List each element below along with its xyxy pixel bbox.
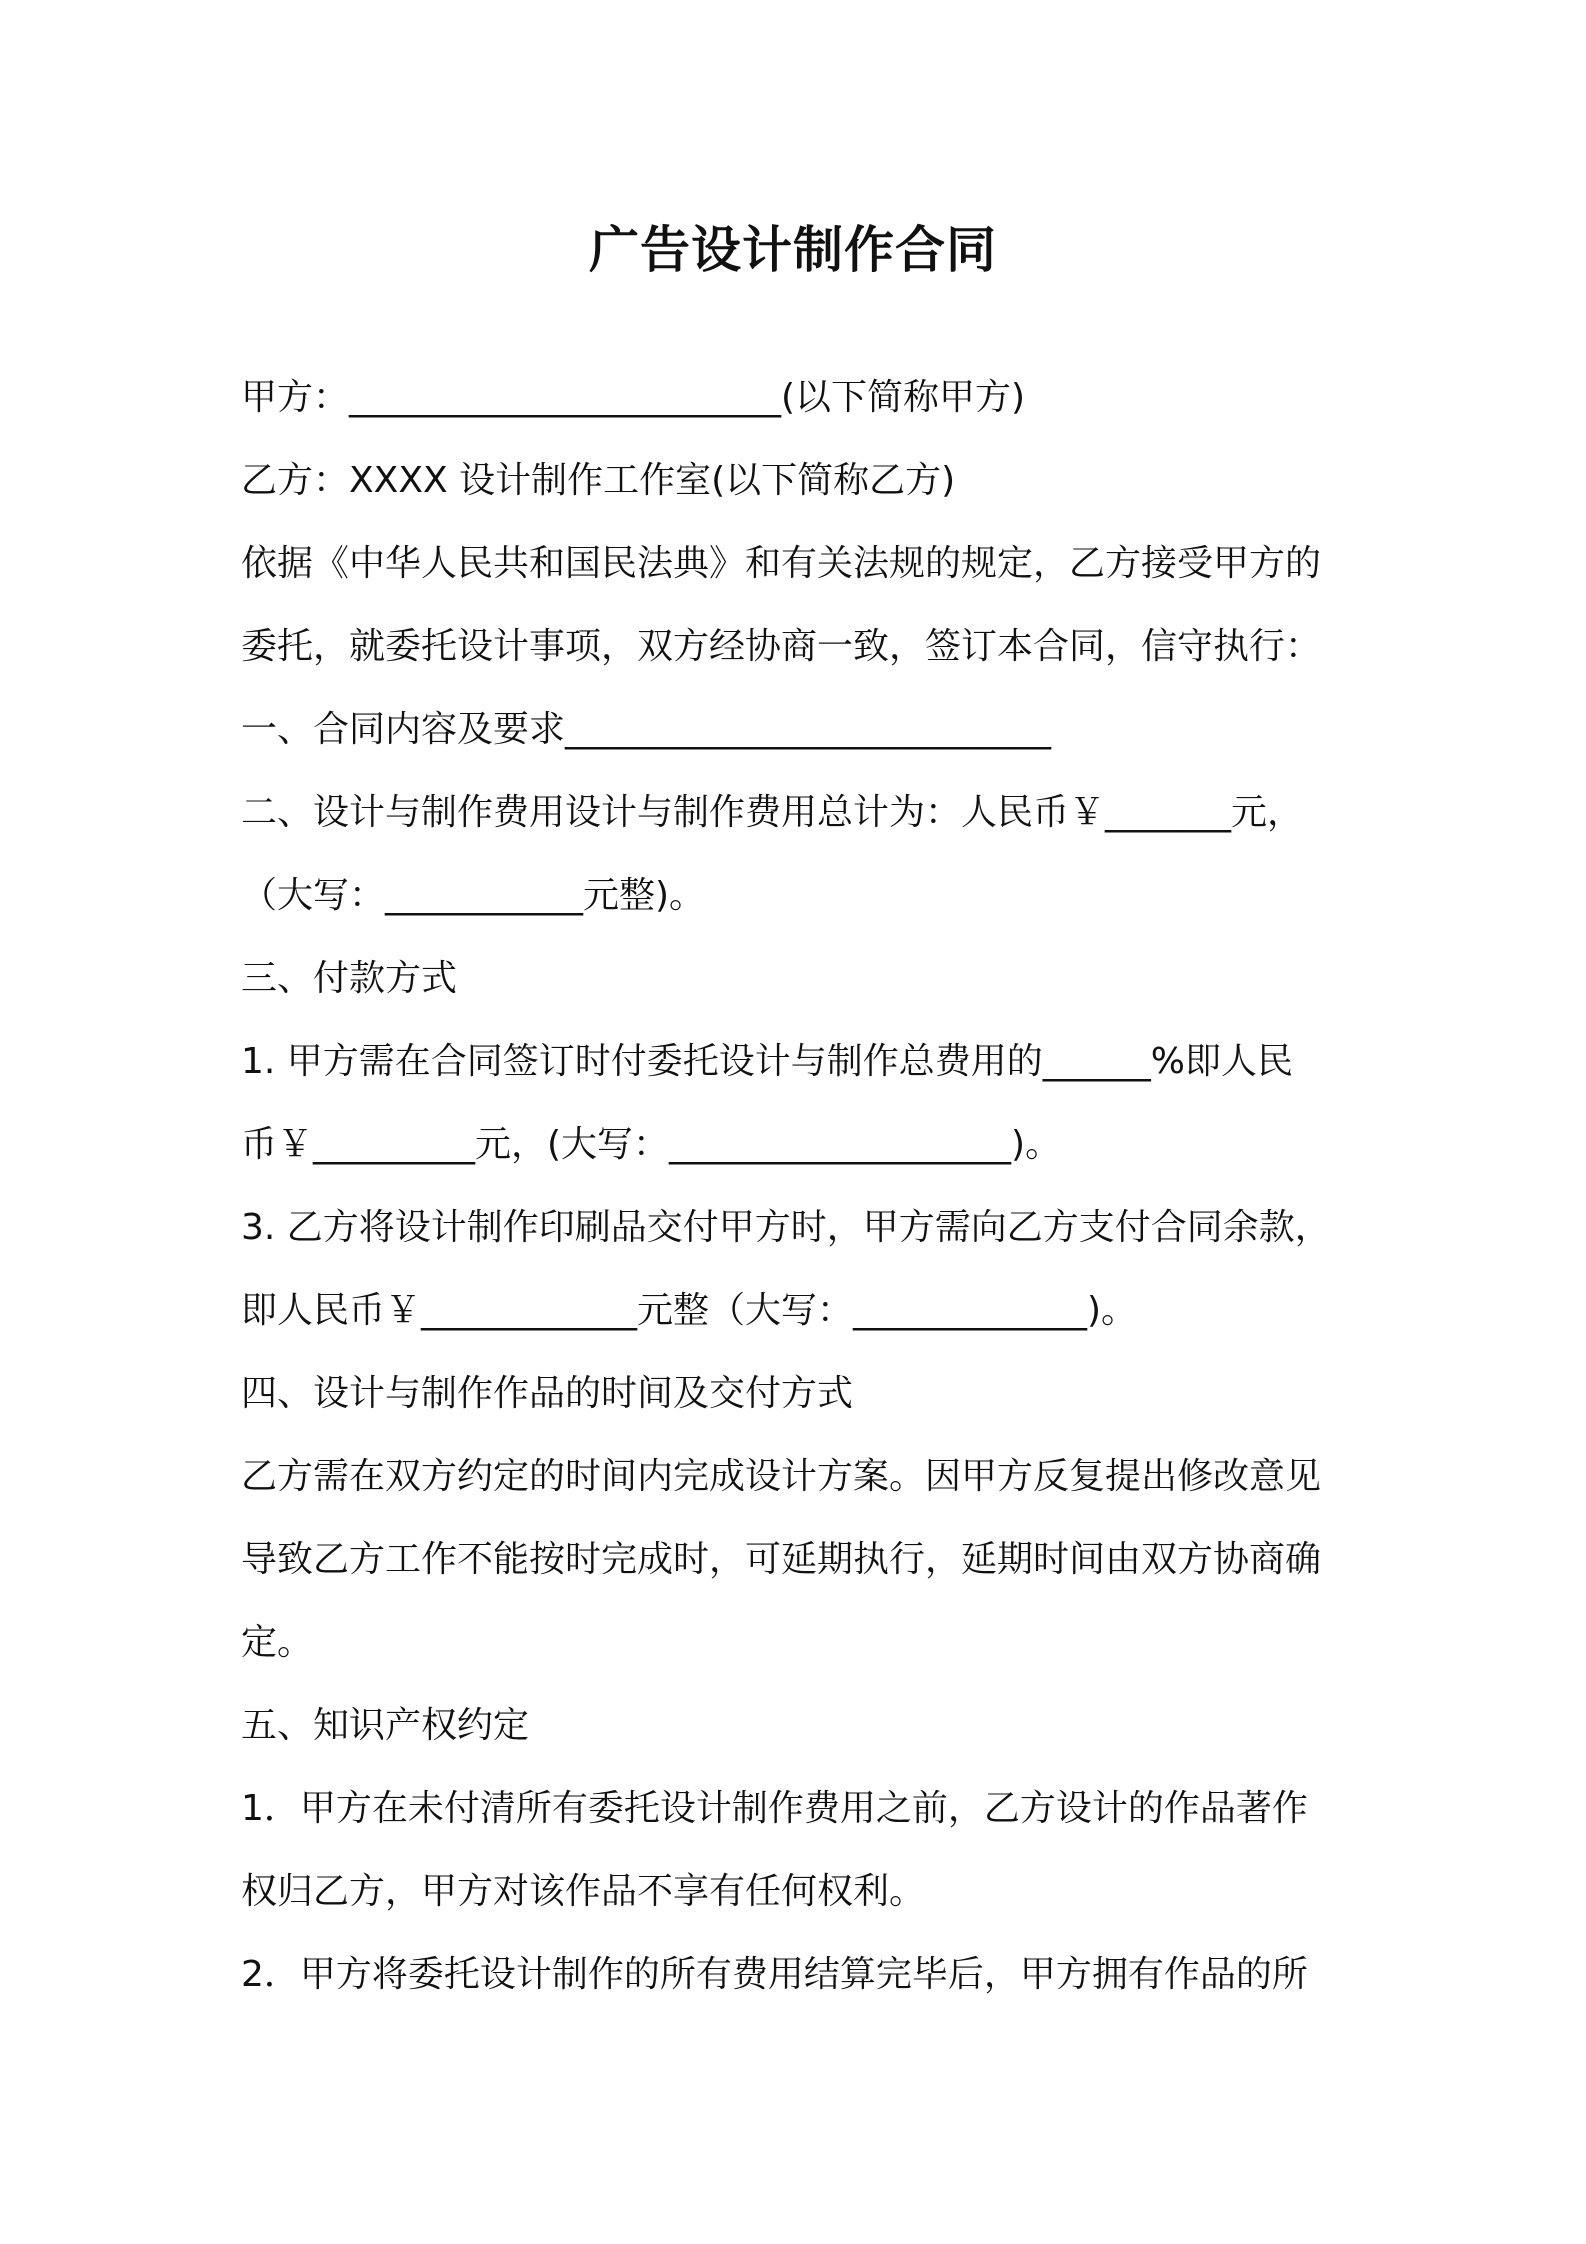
section-2-line-1: 二、设计与制作费用设计与制作费用总计为：人民币￥_______元， <box>241 792 1304 833</box>
ip-2-line-1: 2．甲方将委托设计制作的所有费用结算完毕后，甲方拥有作品的所 <box>241 1954 1308 1995</box>
section-1-line: 一、合同内容及要求___________________________ <box>241 709 1052 750</box>
preamble-line-1: 依据《中华人民共和国民法典》和有关法规的规定，乙方接受甲方的 <box>241 543 1322 584</box>
party-b-line: 乙方：XXXX 设计制作工作室(以下简称乙方) <box>241 460 956 501</box>
section-2-line-2: （大写：___________元整)。 <box>241 875 706 916</box>
payment-3-line-1: 3. 乙方将设计制作印刷品交付甲方时，甲方需向乙方支付合同余款， <box>241 1207 1331 1248</box>
ip-1-line-2: 权归乙方，甲方对该作品不享有任何权利。 <box>241 1871 926 1912</box>
preamble-line-2: 委托，就委托设计事项，双方经协商一致，签订本合同，信守执行： <box>241 626 1322 667</box>
document-title: 广告设计制作合同 <box>589 221 997 279</box>
delivery-line-1: 乙方需在双方约定的时间内完成设计方案。因甲方反复提出修改意见 <box>241 1456 1322 1497</box>
document-body <box>241 356 1361 2016</box>
section-4-heading: 四、设计与制作作品的时间及交付方式 <box>241 1373 854 1414</box>
ip-1-line-1: 1．甲方在未付清所有委托设计制作费用之前，乙方设计的作品著作 <box>241 1788 1308 1829</box>
payment-1-line-1: 1. 甲方需在合同签订时付委托设计与制作总费用的______%即人民 <box>241 1041 1293 1082</box>
delivery-line-3: 定。 <box>241 1622 314 1663</box>
section-5-heading: 五、知识产权约定 <box>241 1705 530 1746</box>
delivery-line-2: 导致乙方工作不能按时完成时，可延期执行，延期时间由双方协商确 <box>241 1539 1322 1580</box>
payment-3-line-2: 即人民币￥____________元整（大写：_____________)。 <box>241 1290 1138 1331</box>
section-3-heading: 三、付款方式 <box>241 958 458 999</box>
party-a-line: 甲方：________________________(以下简称甲方) <box>241 377 1026 418</box>
payment-1-line-2: 币￥_________元，(大写：___________________)。 <box>241 1124 1062 1165</box>
